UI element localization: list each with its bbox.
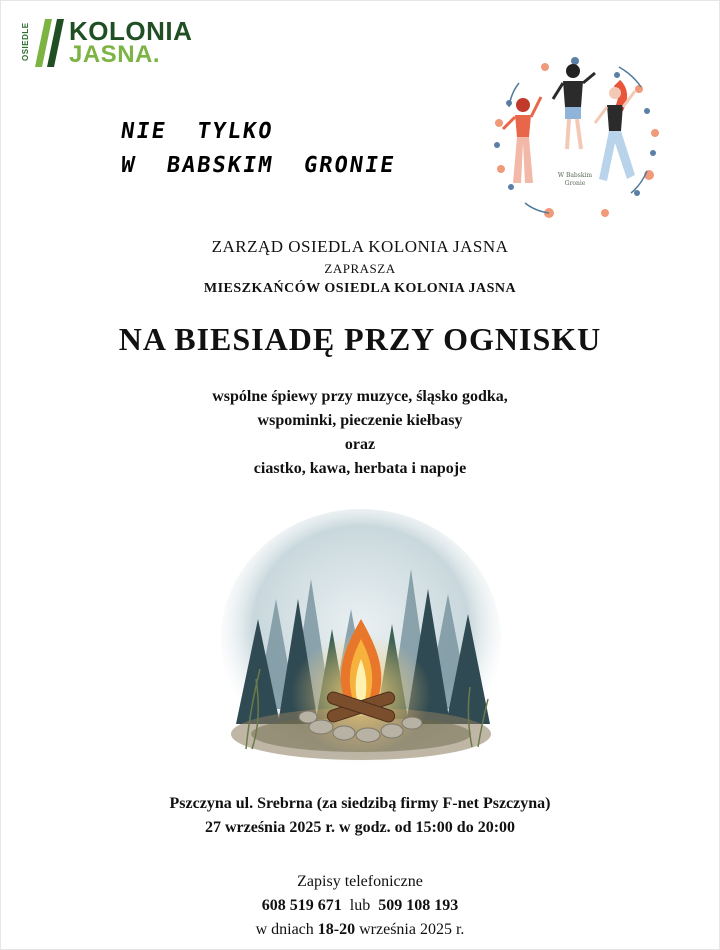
logo-kolonia-text: KOLONIA bbox=[69, 16, 193, 46]
event-datetime: 27 września 2025 r. w godz. od 15:00 do 20:00 bbox=[204, 819, 516, 836]
phones-separator: lub bbox=[349, 897, 371, 914]
phone-number-2[interactable]: 509 108 193 bbox=[378, 897, 459, 914]
logo-jasna-text: JASNA. bbox=[69, 41, 161, 68]
residents-line: MIESZKAŃCÓW OSIEDLA KOLONIA JASNA bbox=[203, 281, 517, 296]
event-address: Pszczyna ul. Srebrna (za siedzibą firmy F-net Pszczyna) bbox=[169, 795, 551, 812]
activity-line: ciastko, kawa, herbata i napoje bbox=[253, 460, 467, 477]
registration-phones bbox=[1, 897, 719, 915]
activity-line: wspólne śpiewy przy muzyce, śląsko godka, bbox=[212, 388, 508, 405]
activity-line: oraz bbox=[344, 436, 376, 453]
dancing-women-illustration bbox=[489, 53, 661, 225]
circle-art-caption: W Babskim bbox=[557, 172, 593, 179]
title-line-1: NIE TYLKO bbox=[119, 119, 276, 144]
campfire-forest-illustration bbox=[216, 509, 506, 771]
kolonia-jasna-logo bbox=[21, 15, 201, 71]
organizer-line: ZARZĄD OSIEDLA KOLONIA JASNA bbox=[211, 237, 509, 256]
title-line-2: W BABSKIM GRONIE bbox=[119, 153, 398, 178]
invites-line: ZAPRASZA bbox=[324, 261, 396, 276]
activities-list bbox=[1, 385, 719, 481]
phone-number-1[interactable]: 608 519 671 bbox=[261, 897, 342, 914]
logo-osiedle-text: OSIEDLE bbox=[21, 22, 30, 62]
logo-slashes-icon bbox=[35, 19, 67, 67]
registration-label: Zapisy telefoniczne bbox=[297, 873, 423, 890]
activity-line: wspominki, pieczenie kiełbasy bbox=[257, 412, 463, 429]
event-title: NA BIESIADĘ PRZY OGNISKU bbox=[118, 321, 602, 357]
svg-text:Gronie: Gronie bbox=[564, 180, 586, 187]
registration-dates: w dniach 18-20 września 2025 r. bbox=[255, 921, 465, 938]
